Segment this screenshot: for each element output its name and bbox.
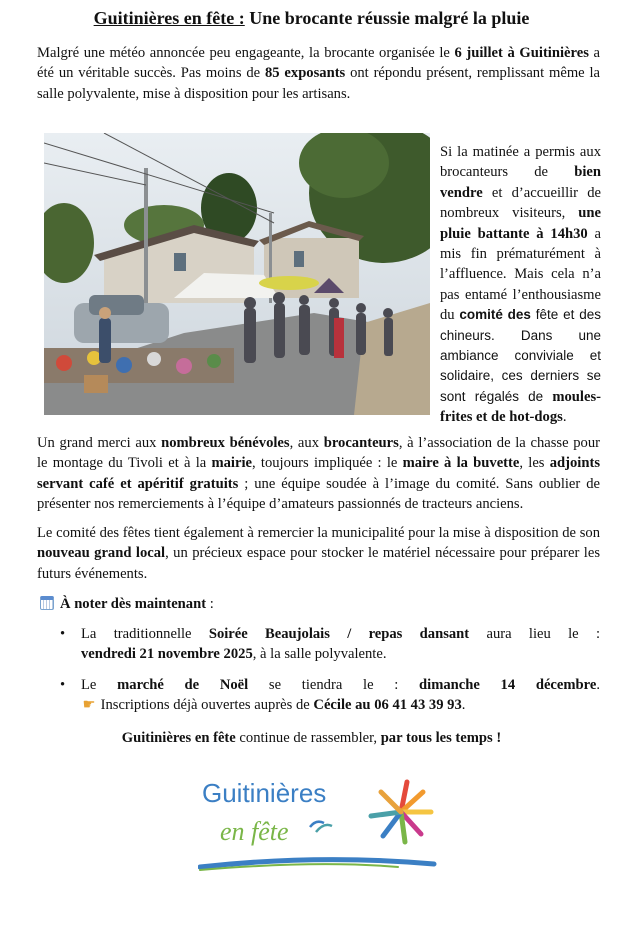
- closing-bold: Guitinières en fête: [121, 730, 236, 746]
- event-word: traditionnelle: [113, 626, 192, 642]
- thanks-text: , les: [519, 455, 550, 472]
- thanks-text: , aux: [289, 435, 324, 451]
- list-item: [60, 624, 600, 665]
- closing-bold: par tous les temps !: [380, 730, 502, 746]
- title-emphasis: Guitinières en fête :: [93, 8, 245, 28]
- event-line: [81, 644, 600, 664]
- thanks-bold: brocanteurs: [323, 435, 399, 451]
- event-word: aura: [486, 626, 512, 642]
- bullet: •: [60, 626, 66, 642]
- intro-paragraph: [37, 43, 600, 104]
- event-date: dimanche 14 décembre: [419, 676, 597, 693]
- page-title: [0, 7, 623, 29]
- thanks-paragraph: [37, 433, 600, 514]
- street-market-scene: [44, 133, 430, 415]
- logo: [198, 772, 438, 882]
- event-name: Soirée Beaujolais / repas dansant: [208, 626, 470, 642]
- event-text: .: [461, 696, 466, 713]
- logo-graphic: [198, 772, 438, 882]
- thanks-text: Un grand merci aux: [37, 435, 162, 451]
- thanks-bold: adjoints servant café et apéritif gratuits: [37, 455, 600, 492]
- local-bold: nouveau grand local: [37, 545, 166, 562]
- pointing-hand-icon: ☛: [82, 696, 96, 713]
- side-bold: bien vendre: [440, 164, 601, 201]
- side-text: .: [562, 409, 567, 426]
- event-word: Le: [81, 676, 97, 693]
- note-suffix: :: [206, 596, 214, 612]
- event-word: se: [268, 676, 282, 693]
- note-label: À noter dès maintenant: [60, 596, 207, 612]
- event-word: lieu: [528, 626, 551, 642]
- closing-line: [0, 728, 623, 748]
- event-line: [81, 675, 600, 695]
- side-bold-committee: comité des: [459, 307, 531, 323]
- event-line: [81, 624, 600, 644]
- side-bold: une pluie battante à 14h30: [440, 205, 601, 242]
- logo-line1: Guitinières: [202, 778, 327, 808]
- event-word: tiendra: [301, 676, 343, 693]
- local-text: , un précieux espace pour stocker le matériel nécessaire pour préparer les futurs événements.: [37, 545, 600, 582]
- thanks-bold: nombreux bénévoles: [161, 435, 290, 451]
- thanks-bold: mairie: [211, 455, 252, 472]
- side-text: et d’accueillir de nombreux visiteurs,: [440, 184, 601, 222]
- event-word: .: [596, 676, 600, 693]
- events-list: [60, 624, 600, 725]
- side-text: fête et des chineurs. Dans une ambiance conviviale et solidaire, ces derniers se sont régalés de: [440, 307, 602, 404]
- bullet: •: [60, 676, 66, 693]
- side-bold-food: moules-frites et de hot-dogs: [440, 388, 601, 426]
- intro-exhibitors: 85 exposants: [264, 65, 346, 82]
- intro-text: a été un véritable succès. Pas moins de: [37, 45, 600, 82]
- event-name: marché de Noël: [117, 676, 249, 693]
- event-word: le :: [363, 676, 399, 693]
- event-text: Inscriptions déjà ouvertes auprès de: [97, 696, 314, 713]
- brocante-photo: [44, 133, 430, 415]
- thanks-bold: maire à la buvette: [402, 455, 520, 472]
- event-line: [81, 695, 600, 715]
- thanks-text: , toujours impliquée : le: [252, 455, 403, 472]
- note-heading: [40, 594, 600, 614]
- event-place: , à la salle polyvalente.: [252, 646, 387, 663]
- thanks-text: , à l’association de la chasse pour le montage du Tivoli et à la: [37, 435, 601, 472]
- event-word: La: [81, 626, 97, 642]
- event-date: vendredi 21 novembre 2025: [81, 646, 253, 663]
- local-paragraph: [37, 523, 600, 584]
- side-text: Si la matinée a permis aux brocanteurs de: [440, 144, 601, 181]
- list-item: [60, 675, 600, 716]
- intro-text: ont répondu présent, remplissant même la salle polyvalente, mise à disposition pour les artisans.: [37, 65, 601, 102]
- intro-date: 6 juillet à Guitinières: [454, 45, 589, 61]
- local-text: Le comité des fêtes tient également à remercier la municipalité pour la mise à disposition de son: [37, 525, 600, 541]
- closing-text: continue de rassembler,: [235, 730, 381, 746]
- title-rest: Une brocante réussie malgré la pluie: [244, 8, 530, 28]
- contact-phone: Cécile au 06 41 43 39 93: [313, 696, 462, 713]
- thanks-text: ; une équipe soudée à l’image du comité. Sans oublier de présenter nos remerciements à l’équipe d’amateurs passionnés de tracteurs anciens.: [37, 475, 600, 512]
- side-paragraph: [440, 142, 601, 428]
- calendar-icon: [40, 596, 54, 610]
- event-word: le :: [568, 626, 600, 642]
- logo-line2: en fête: [220, 817, 289, 846]
- side-text: a mis fin prématurément à l’affluence. Mais cela n’a pas entamé l’enthousiasme du: [440, 225, 601, 324]
- intro-text: Malgré une météo annoncée peu engageante, la brocante organisée le: [37, 45, 455, 61]
